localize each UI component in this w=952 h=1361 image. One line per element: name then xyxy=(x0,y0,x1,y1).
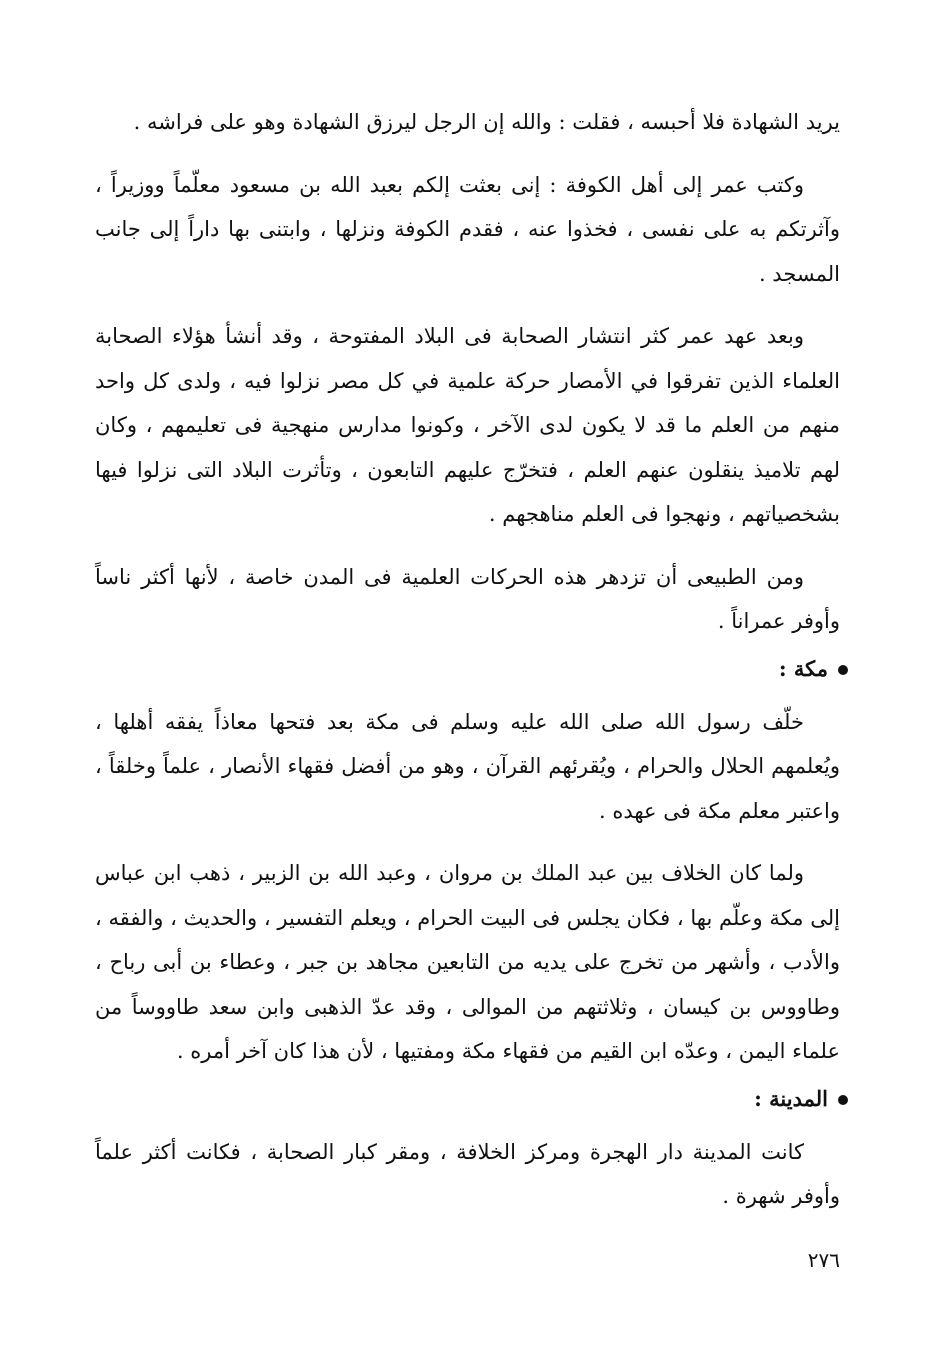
bullet-icon xyxy=(838,1095,848,1105)
section-heading-madinah xyxy=(95,1080,840,1120)
paragraph-companions-spread: وبعد عهد عمر كثر انتشار الصحابة فى البلاد المفتوحة ، وقد أنشأ هؤلاء الصحابة العلماء الذين تفرقوا في الأمصار حركة علمية في كل مصر نزلوا فيه ، ولدى كل واحد منهم من العلم ما قد لا يكون لدى الآخر ، وكونوا مدارس منهجية فى تعليمهم ، وكان لهم تلاميذ ينقلون عنهم العلم ، فتخرّج عليهم التابعون ، وتأثرت البلاد التى نزلوا فيها بشخصياتهم ، ونهجوا فى العلم مناهجهم . xyxy=(95,324,840,526)
section-heading-makkah-text: مكة : xyxy=(778,656,828,682)
section-heading-madinah-text: المدينة : xyxy=(754,1086,828,1112)
paragraph-cities: ومن الطبيعى أن تزدهر هذه الحركات العلمية فى المدن خاصة ، لأنها أكثر ناساً وأوفر عمراناً . xyxy=(95,564,840,633)
bullet-icon xyxy=(838,665,848,675)
paragraph-kufa-letter: وكتب عمر إلى أهل الكوفة : إنى بعثت إلكم بعبد الله بن مسعود معلّماً ووزيراً ، وآثرتكم به على نفسى ، فخذوا عنه ، فقدم الكوفة ونزلها ، وابتنى بها داراً إلى جانب المسجد . xyxy=(95,172,840,286)
page-number: ٢٧٦ xyxy=(807,1248,840,1272)
paragraph-madinah: كانت المدينة دار الهجرة ومركز الخلافة ، ومقر كبار الصحابة ، فكانت أكثر علماً وأوفر شهرة . xyxy=(95,1139,840,1208)
paragraph-makkah-muadh: خلّف رسول الله صلى الله عليه وسلم فى مكة بعد فتحها معاذاً يفقه أهلها ، ويُعلمهم الحلال والحرام ، ويُقرئهم القرآن ، وهو من أفضل فقهاء الأنصار ، علماً وخلقاً ، واعتبر معلم مكة فى عهده . xyxy=(95,709,840,823)
page-body xyxy=(95,100,840,1237)
section-heading-makkah xyxy=(95,650,840,690)
paragraph-makkah-ibn-abbas: ولما كان الخلاف بين عبد الملك بن مروان ، وعبد الله بن الزبير ، ذهب ابن عباس إلى مكة وعلّم بها ، فكان يجلس فى البيت الحرام ، ويعلم التفسير ، والحديث ، والفقه ، والأدب ، وأشهر من تخرج على يديه من التابعين مجاهد بن جبر ، وعطاء بن أبى رباح ، وطاووس بن كيسان ، وثلاثتهم من الموالى ، وقد عدّ الذهبى وابن سعد طاووساً من علماء اليمن ، وعدّه ابن القيم من فقهاء مكة ومفتيها ، لأن هذا كان آخر أمره . xyxy=(95,861,840,1063)
paragraph-opening: يريد الشهادة فلا أحبسه ، فقلت : والله إن الرجل ليرزق الشهادة وهو على فراشه . xyxy=(133,110,840,134)
